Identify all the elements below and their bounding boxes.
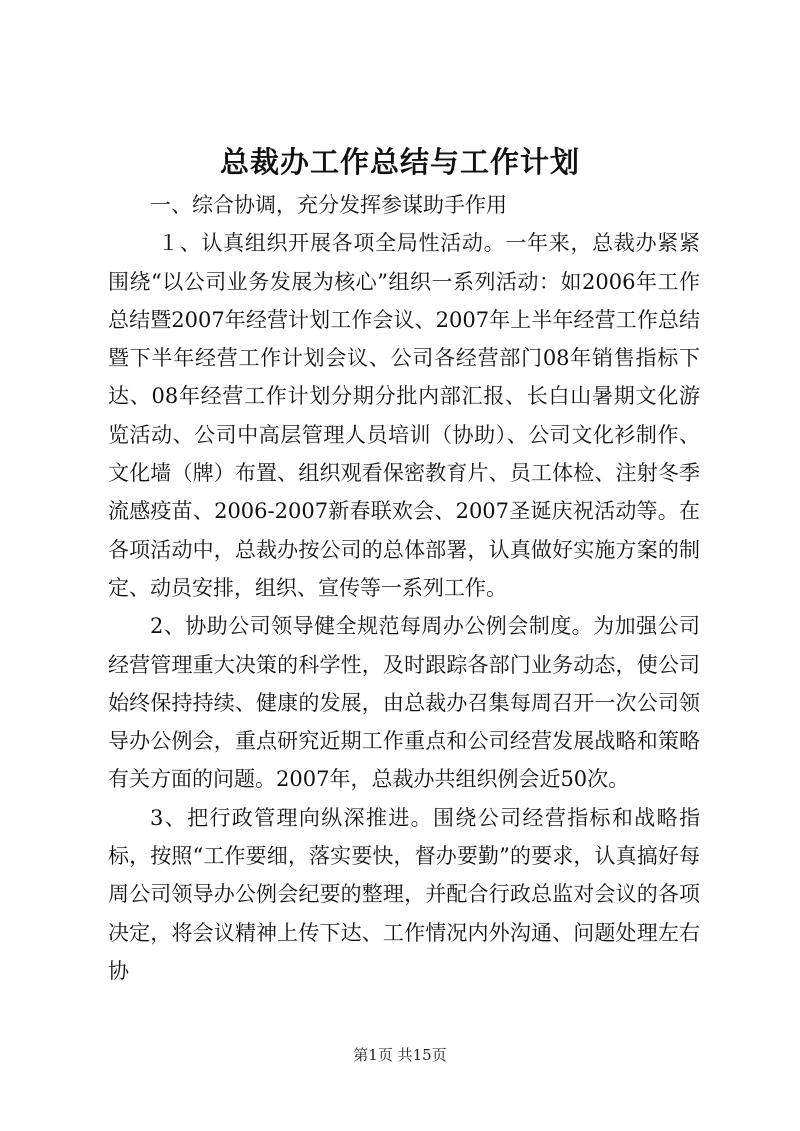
section-heading: 一、综合协调，充分发挥参谋助手作用	[150, 193, 507, 217]
paragraph-3: 3、把行政管理向纵深推进。围绕公司经营指标和战略指标，按照“工作要细，落实要快，督办要勤”的要求，认真搞好每周公司领导办公例会纪要的整理，并配合行政总监对会议的各项决定，将会议精神上传下达、工作情况内外沟通、问题处理左右协	[108, 805, 700, 983]
paragraph-2: 2、协助公司领导健全规范每周办公例会制度。为加强公司经营管理重大决策的科学性，及时跟踪各部门业务动态，使公司始终保持持续、健康的发展，由总裁办召集每周召开一次公司领导办公例会，重点研究近期工作重点和公司经营发展战略和策略有关方面的问题。2007年，总裁办共组织例会近50次。	[108, 614, 700, 792]
document-title: 总裁办工作总结与工作计划	[219, 145, 580, 179]
document-body	[108, 186, 700, 990]
paragraph-1: １、认真组织开展各项全局性活动。一年来，总裁办紧紧围绕“以公司业务发展为核心”组织一系列活动：如2006年工作总结暨2007年经营计划工作会议、2007年上半年经营工作总结暨下半年经营工作计划会议、公司各经营部门08年销售指标下达、08年经营工作计划分期分批内部汇报、长白山暑期文化游览活动、公司中高层管理人员培训（协助）、公司文化衫制作、文化墙（牌）布置、组织观看保密教育片、员工体检、注射冬季流感疫苗、2006-2007新春联欢会、2007圣诞庆祝活动等。在各项活动中，总裁办按公司的总体部署，认真做好实施方案的制定、动员安排，组织、宣传等一系列工作。	[108, 231, 700, 600]
page-footer: 第1页 共15页	[353, 1046, 447, 1064]
